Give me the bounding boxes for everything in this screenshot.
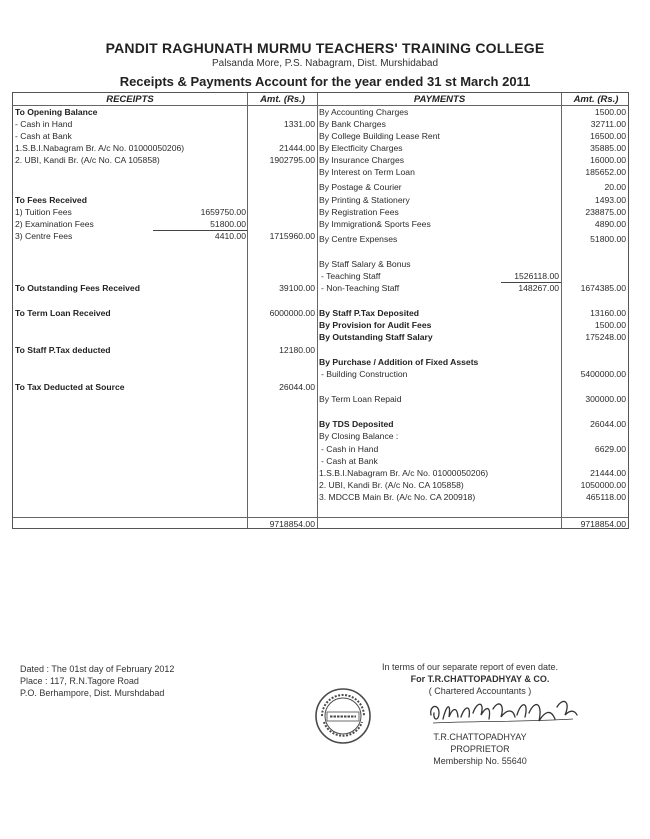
opening-balance-label: To Opening Balance [15,107,98,117]
college-address: Palsanda More, P.S. Nabagram, Dist. Murshidabad [211,58,439,69]
payments-total-amount: 9718854.00 [580,519,626,529]
staff-ptax-label: To Staff P.Tax deducted [15,345,111,355]
header-rule [13,105,628,106]
closing-sbi-label: 1.S.B.I.Nabagram Br. A/c No. 01000050206) [319,468,489,478]
immigration-amount: 4890.00 [594,219,626,229]
outstanding-fees-amount: 39100.00 [279,283,315,293]
postage-amount: 20.00 [604,182,626,192]
outstanding-salary-amount: 175248.00 [585,332,626,342]
closing-ubi-amount: 1050000.00 [580,480,626,490]
col-divider-2 [317,93,318,528]
term-loan-label: To Term Loan Received [15,308,111,318]
closing-cash-bank-label: - Cash at Bank [321,456,378,466]
total-rule [13,517,628,518]
tds-deposited-label: By TDS Deposited [319,419,394,429]
printing-amount: 1493.00 [594,195,626,205]
dated-line: Dated : The 01st day of February 2012 [20,664,175,674]
teaching-staff-label: - Teaching Staff [321,271,381,281]
receipts-header: RECEIPTS [106,94,154,105]
fees-received-label: To Fees Received [15,195,87,205]
accounting-charges-label: By Accounting Charges [319,107,409,117]
receipts-amt-header: Amt. (Rs.) [260,94,305,105]
lease-rent-label: By College Building Lease Rent [319,131,440,141]
footer-date-place [20,663,174,699]
bank-charges-amount: 32711.00 [590,119,626,129]
bank-charges-label: By Bank Charges [319,119,386,129]
centre-expenses-label: By Centre Expenses [319,234,398,244]
fees-subtotal-rule [153,230,247,231]
fees-total-amount: 1715960.00 [269,231,315,241]
insurance-charges-label: By Insurance Charges [319,155,405,165]
audit-fees-label: By Provision for Audit Fees [319,320,432,330]
closing-cash-hand-label: - Cash in Hand [321,444,379,454]
staff-salary-label: By Staff Salary & Bonus [319,259,411,269]
nonteaching-staff-amount: 148267.00 [518,283,559,293]
closing-sbi-amount: 21444.00 [590,468,626,478]
centre-expenses-amount: 51800.00 [590,234,626,244]
tuition-fees-label: 1) Tuition Fees [15,207,72,217]
nonteaching-staff-label: - Non-Teaching Staff [321,283,400,293]
postage-label: By Postage & Courier [319,182,402,192]
receipts-payments-table [12,92,629,529]
salary-total-amount: 1674385.00 [580,283,626,293]
payments-amt-header: Amt. (Rs.) [573,94,619,105]
tds-amount: 26044.00 [279,382,315,392]
immigration-label: By Immigration& Sports Fees [319,219,431,229]
lease-rent-amount: 16500.00 [590,131,626,141]
centre-fees-label: 3) Centre Fees [15,231,73,241]
place-line: Place : 117, R.N.Tagore Road [20,676,139,686]
closing-cash-hand-amount: 6629.00 [594,444,626,454]
closing-mdccb-label: 3. MDCCB Main Br. (A/c No. CA 200918) [319,492,476,502]
col-divider-3 [561,93,562,528]
staff-ptax-amount: 12180.00 [279,345,315,355]
insurance-charges-amount: 16000.00 [590,155,626,165]
po-line: P.O. Berhampore, Dist. Murshdabad [20,688,165,698]
fixed-assets-label: By Purchase / Addition of Fixed Assets [319,357,479,367]
ptax-deposited-amount: 13160.00 [590,308,626,318]
receipts-total-amount: 9718854.00 [269,519,315,529]
exam-fees-label: 2) Examination Fees [15,219,94,229]
report-line: In terms of our separate report of even date. [381,662,559,672]
payments-header: PAYMENTS [413,94,466,105]
electricity-charges-label: By Electficity Charges [319,143,403,153]
centre-fees-amount: 4410.00 [214,231,246,241]
audit-fees-amount: 1500.00 [594,320,626,330]
closing-mdccb-amount: 465118.00 [586,492,626,502]
signer-line: T.R.CHATTOPADHYAY [433,732,527,742]
sbi-account-amount: 21444.00 [279,143,315,153]
membership-line: Membership No. 55640 [433,756,527,766]
ca-line: ( Chartered Accountants ) [428,686,532,696]
ubi-account-label: 2. UBI, Kandi Br. (A/c No. CA 105858) [15,155,160,165]
term-loan-amount: 6000000.00 [269,308,315,318]
accounting-charges-amount: 1500.00 [594,107,626,117]
cash-in-hand-amount: 1331.00 [283,119,315,129]
interest-amount: 185652.00 [585,167,626,177]
sbi-account-label: 1.S.B.I.Nabagram Br. A/c No. 01000050206) [15,143,185,153]
tds-deposited-amount: 26044.00 [590,419,626,429]
printing-label: By Printing & Stationery [319,195,410,205]
cash-at-bank-label: - Cash at Bank [15,131,72,141]
electricity-charges-amount: 35885.00 [590,143,626,153]
exam-fees-amount: 51800.00 [210,219,246,229]
col-divider-1 [247,93,248,528]
tds-label: To Tax Deducted at Source [15,382,125,392]
college-name: PANDIT RAGHUNATH MURMU TEACHERS' TRAINING COLLEGE [105,40,545,56]
interest-label: By Interest on Term Loan [319,167,415,177]
outstanding-fees-label: To Outstanding Fees Received [15,283,140,293]
role-line: PROPRIETOR [450,744,510,754]
auditor-signature [425,695,580,727]
account-title: Receipts & Payments Account for the year ended 31 st March 2011 [119,74,531,89]
registration-label: By Registration Fees [319,207,399,217]
teaching-staff-amount: 1526118.00 [514,271,559,281]
ubi-account-amount: 1902795.00 [269,155,315,165]
registration-amount: 238875.00 [585,207,626,217]
auditor-seal-stamp [313,686,373,746]
cash-in-hand-label: - Cash in Hand [15,119,73,129]
loan-repaid-label: By Term Loan Repaid [319,394,402,404]
loan-repaid-amount: 300000.00 [585,394,626,404]
firm-line: For T.R.CHATTOPADHYAY & CO. [410,674,550,684]
ptax-deposited-label: By Staff P.Tax Deposited [319,308,419,318]
tuition-fees-amount: 1659750.00 [200,207,246,217]
building-construction-amount: 5400000.00 [580,369,626,379]
closing-balance-label: By Closing Balance : [319,431,399,441]
closing-ubi-label: 2. UBI, Kandi Br. (A/c No. CA 105858) [319,480,464,490]
outstanding-salary-label: By Outstanding Staff Salary [319,332,433,342]
building-construction-label: - Building Construction [321,369,408,379]
